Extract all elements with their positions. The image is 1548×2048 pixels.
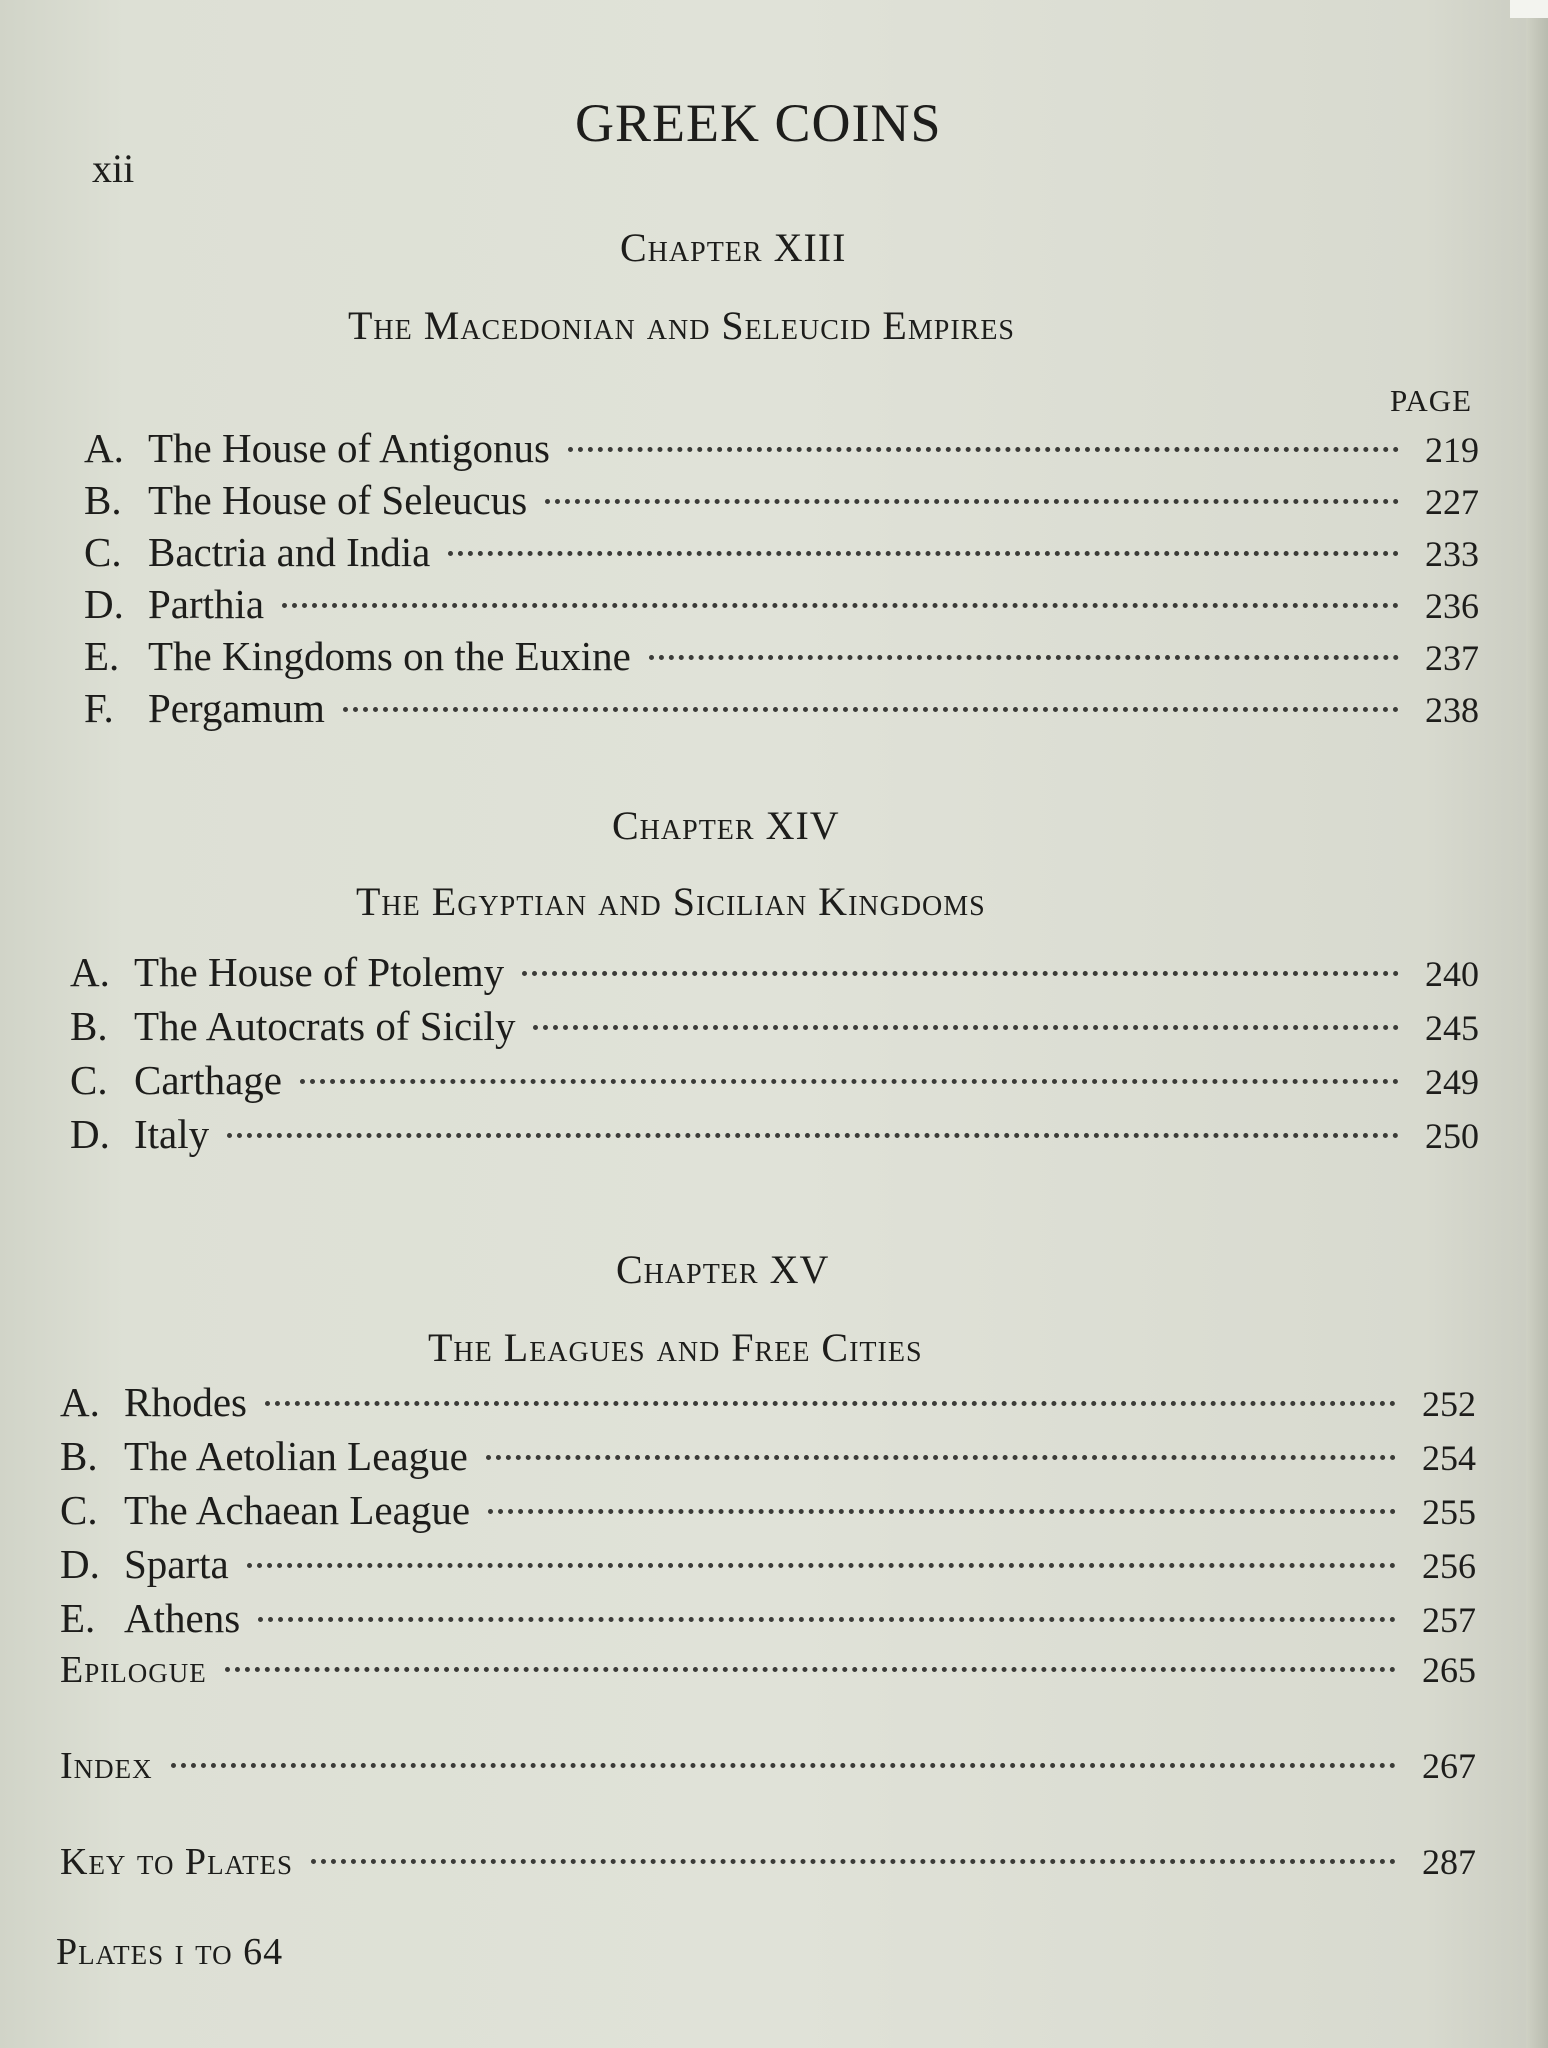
toc-page-number: 233 [1425, 534, 1479, 574]
toc-letter: C. [84, 529, 122, 575]
toc-page-number: 265 [1422, 1650, 1476, 1690]
toc-page-number: 255 [1422, 1492, 1476, 1532]
toc-row [84, 424, 1479, 480]
toc-row [84, 684, 1479, 740]
toc-row [60, 1594, 1476, 1650]
dot-leader [488, 1509, 1396, 1514]
chapter-xiv-title: Chapter XIV [612, 803, 840, 848]
back-matter-row [60, 1648, 1476, 1704]
toc-entry-label: Rhodes [124, 1379, 247, 1425]
chapter-xv-subtitle: The Leagues and Free Cities [428, 1325, 923, 1370]
dot-leader [649, 655, 1399, 660]
page-corner-light [1510, 0, 1548, 18]
toc-entry-label: Parthia [148, 581, 265, 627]
toc-row [60, 1486, 1476, 1542]
toc-row [60, 1378, 1476, 1434]
dot-leader [448, 551, 1399, 556]
back-matter-row [60, 1840, 1476, 1896]
toc-page-number: 237 [1425, 638, 1479, 678]
toc-entry-label: Carthage [134, 1057, 282, 1103]
toc-letter: F. [84, 685, 114, 731]
toc-letter: A. [60, 1379, 100, 1425]
toc-page-number: 240 [1425, 954, 1479, 994]
toc-row [84, 580, 1479, 636]
toc-row [84, 476, 1479, 532]
dot-leader [343, 707, 1399, 712]
toc-row [70, 1002, 1479, 1058]
toc-page-number: 267 [1422, 1746, 1476, 1786]
dot-leader [311, 1859, 1396, 1864]
toc-entry-label: The House of Ptolemy [134, 949, 505, 995]
dot-leader [282, 603, 1399, 608]
toc-letter: C. [70, 1057, 108, 1103]
toc-letter: B. [70, 1003, 108, 1049]
dot-leader [258, 1617, 1396, 1622]
chapter-xiii-subtitle: The Macedonian and Seleucid Empires [348, 303, 1015, 348]
toc-entry-label: Sparta [124, 1541, 229, 1587]
toc-letter: D. [70, 1111, 110, 1157]
toc-page-number: 252 [1422, 1384, 1476, 1424]
running-head: GREEK COINS [575, 93, 942, 153]
back-matter-label: Epilogue [60, 1649, 207, 1691]
toc-entry-label: The Autocrats of Sicily [134, 1003, 516, 1049]
dot-leader [171, 1763, 1396, 1768]
toc-page-number: 287 [1422, 1842, 1476, 1882]
toc-row [70, 948, 1479, 1004]
dot-leader [227, 1133, 1399, 1138]
back-matter-label: Plates i to 64 [56, 1931, 284, 1973]
toc-letter: B. [84, 477, 122, 523]
toc-page-number: 238 [1425, 690, 1479, 730]
chapter-xiv-subtitle: The Egyptian and Sicilian Kingdoms [356, 879, 986, 924]
toc-row [84, 528, 1479, 584]
page-number: xii [92, 146, 135, 191]
toc-entry-label: The House of Seleucus [148, 477, 528, 523]
toc-page-number: 249 [1425, 1062, 1479, 1102]
back-matter-label: Key to Plates [60, 1841, 294, 1883]
page-column-label: PAGE [1390, 383, 1473, 418]
back-matter-row [56, 1930, 556, 1986]
toc-entry-label: Pergamum [148, 685, 325, 731]
toc-row [70, 1056, 1479, 1112]
toc-letter: C. [60, 1487, 98, 1533]
toc-letter: E. [60, 1595, 96, 1641]
toc-row [70, 1110, 1479, 1166]
toc-letter: E. [84, 633, 120, 679]
toc-page-number: 257 [1422, 1600, 1476, 1640]
toc-entry-label: Italy [134, 1111, 210, 1157]
back-matter-label: Index [60, 1745, 153, 1787]
toc-page-number: 219 [1425, 430, 1479, 470]
toc-page-number: 256 [1422, 1546, 1476, 1586]
toc-letter: D. [60, 1541, 100, 1587]
dot-leader [247, 1563, 1396, 1568]
toc-row [60, 1540, 1476, 1596]
dot-leader [533, 1025, 1399, 1030]
toc-letter: A. [84, 425, 124, 471]
toc-entry-label: The Achaean League [124, 1487, 471, 1533]
toc-entry-label: Athens [124, 1595, 241, 1641]
dot-leader [522, 971, 1399, 976]
dot-leader [545, 499, 1399, 504]
dot-leader [265, 1401, 1396, 1406]
dot-leader [300, 1079, 1399, 1084]
toc-page-number: 254 [1422, 1438, 1476, 1478]
toc-letter: A. [70, 949, 110, 995]
chapter-xv-title: Chapter XV [616, 1247, 830, 1292]
toc-page-number: 236 [1425, 586, 1479, 626]
toc-letter: B. [60, 1433, 98, 1479]
toc-row [84, 632, 1479, 688]
toc-page-number: 245 [1425, 1008, 1479, 1048]
toc-letter: D. [84, 581, 124, 627]
toc-entry-label: The Aetolian League [124, 1433, 468, 1479]
dot-leader [225, 1667, 1396, 1672]
toc-row [60, 1432, 1476, 1488]
toc-page-number: 250 [1425, 1116, 1479, 1156]
back-matter-row [60, 1744, 1476, 1800]
book-edge [1526, 0, 1548, 2048]
toc-entry-label: The House of Antigonus [148, 425, 550, 471]
dot-leader [486, 1455, 1396, 1460]
chapter-xiii-title: Chapter XIII [620, 225, 847, 270]
dot-leader [568, 447, 1399, 452]
toc-page-number: 227 [1425, 482, 1479, 522]
toc-entry-label: The Kingdoms on the Euxine [148, 633, 631, 679]
toc-entry-label: Bactria and India [148, 529, 431, 575]
